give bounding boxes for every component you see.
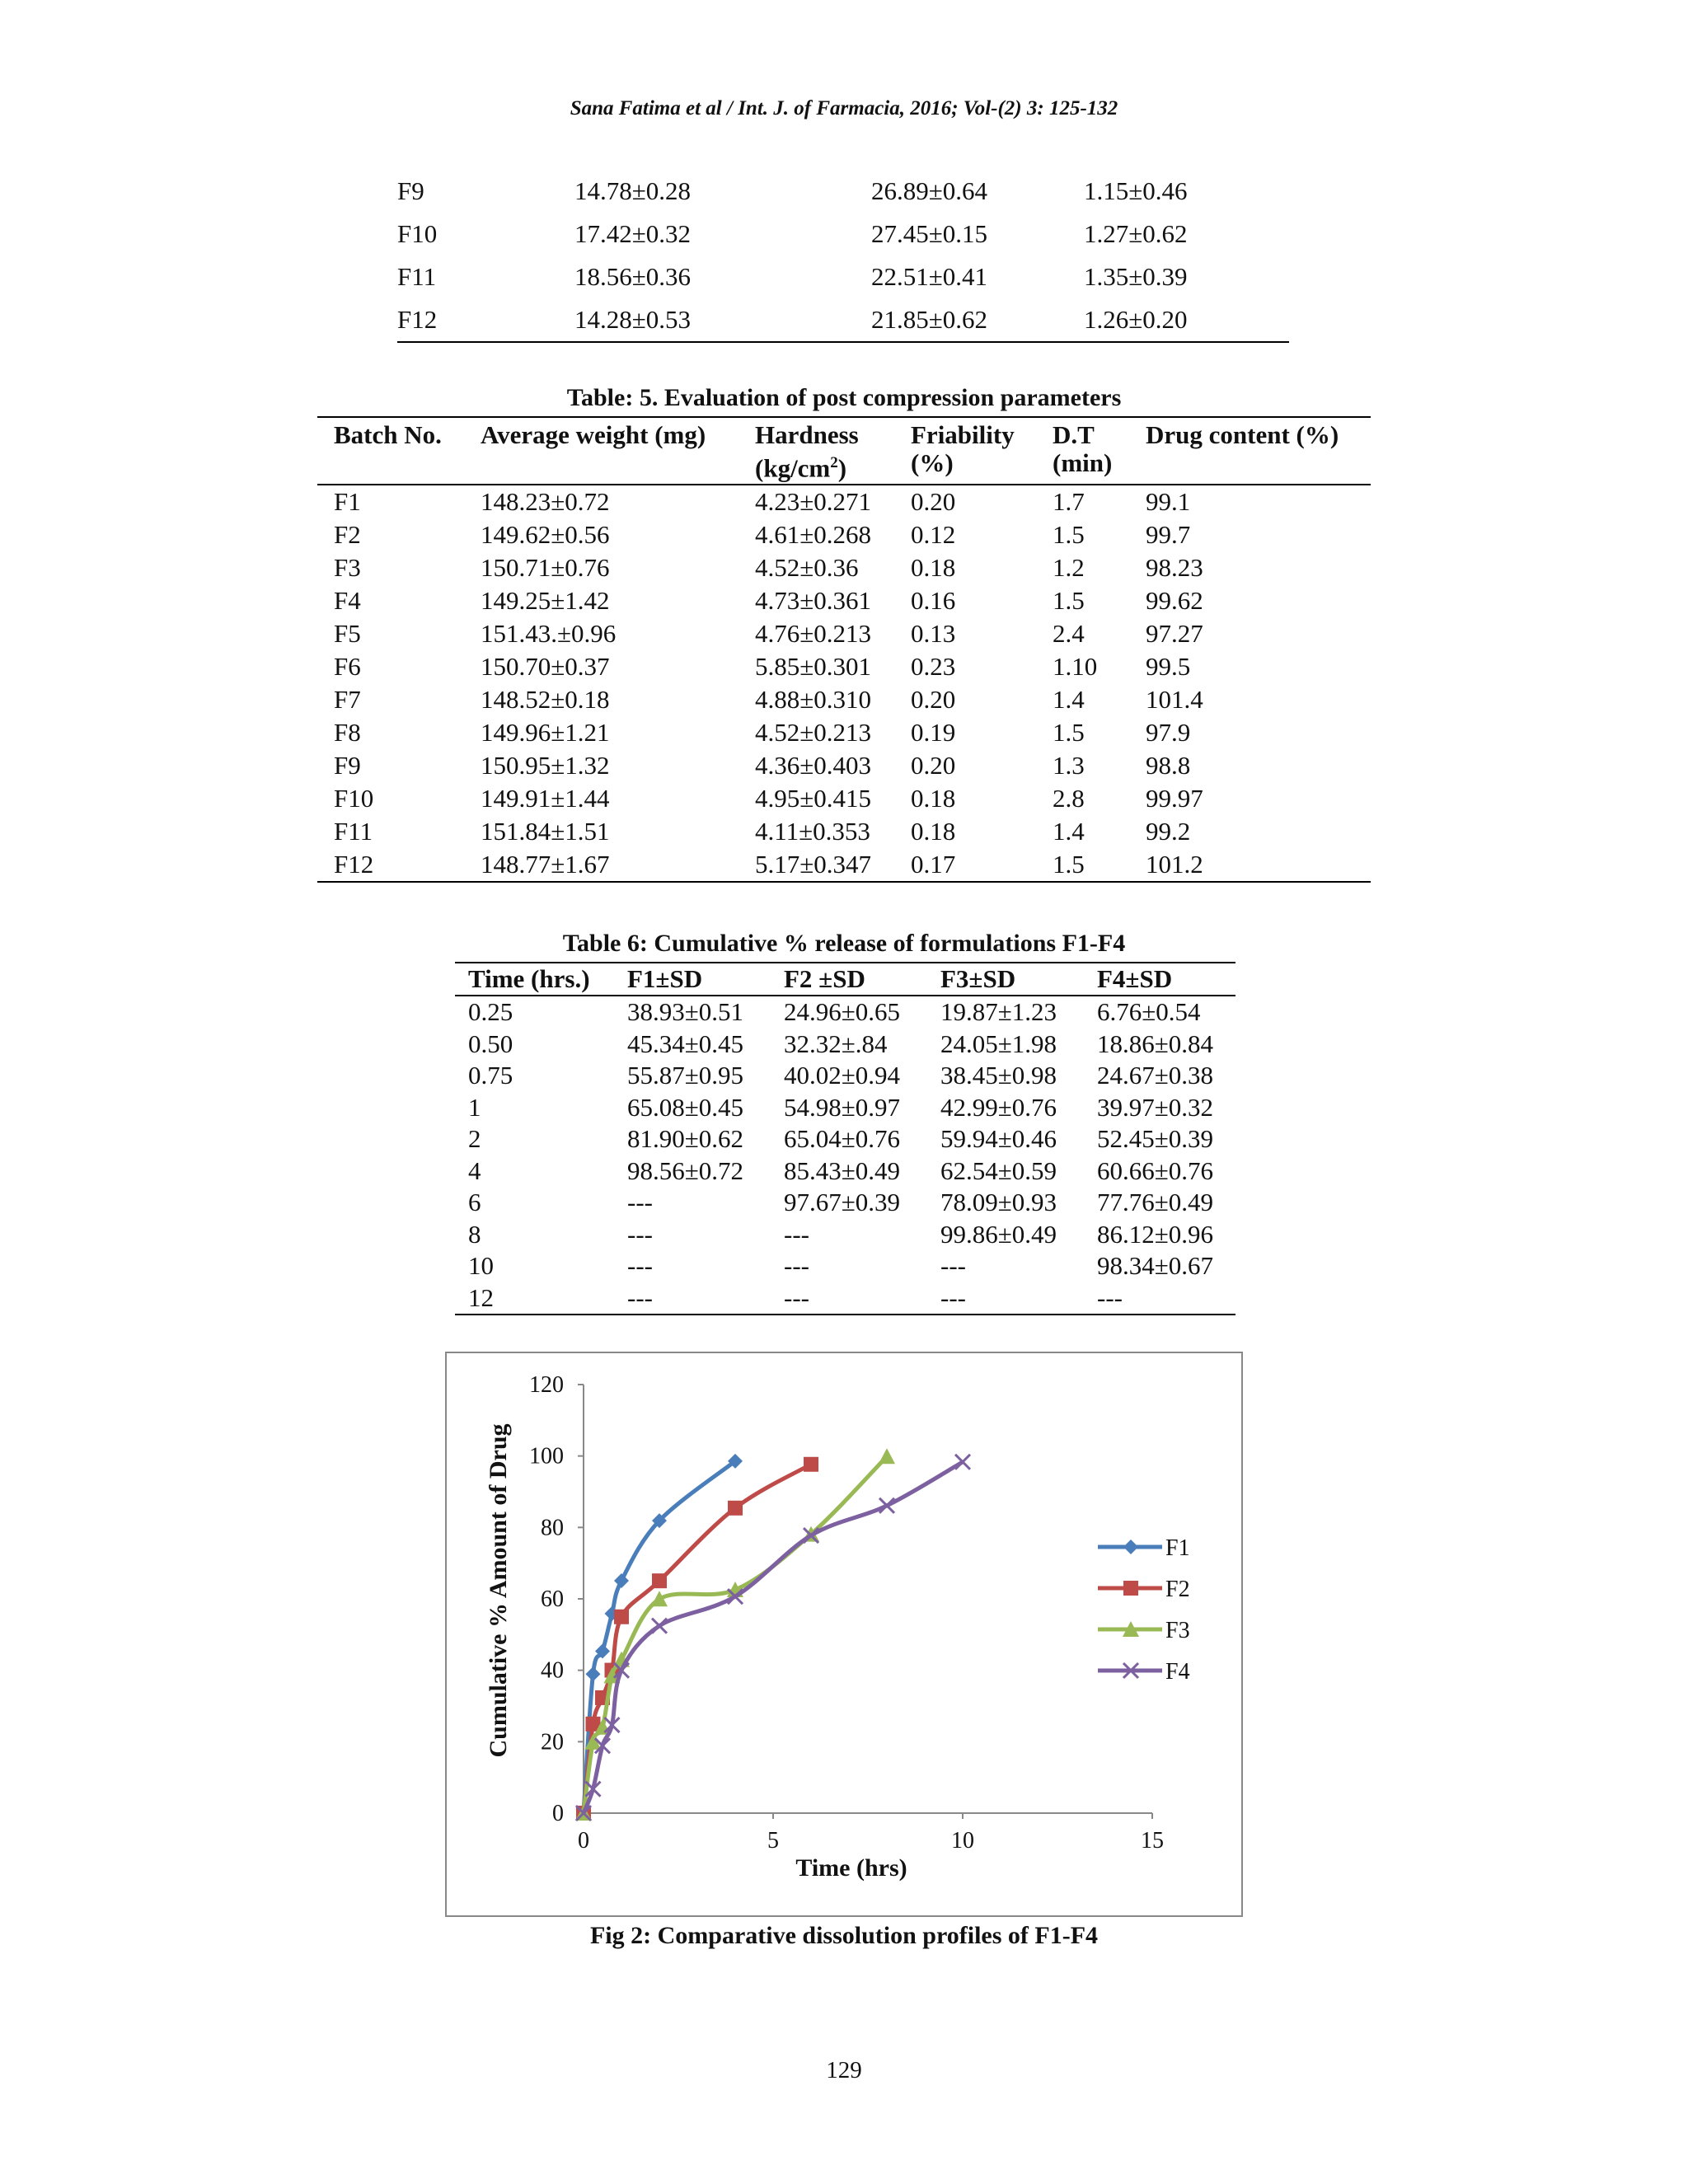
table-cell: F9 <box>397 176 424 205</box>
header-hardness-line1: Hardness <box>755 420 859 449</box>
table-cell: F3 <box>334 553 361 583</box>
table-cell: 99.2 <box>1146 817 1191 846</box>
table-cell: F8 <box>334 718 361 748</box>
table-cell: 81.90±0.62 <box>627 1124 744 1153</box>
table-row <box>317 815 1371 848</box>
table-cell: 98.34±0.67 <box>1097 1251 1214 1280</box>
legend-label: F4 <box>1165 1659 1190 1685</box>
table-cell: 12 <box>468 1282 494 1312</box>
table-row <box>455 1187 1236 1219</box>
table-cell: 2.4 <box>1053 619 1085 649</box>
table-cell: 97.27 <box>1146 619 1203 649</box>
table-cell: --- <box>940 1251 966 1280</box>
table-cell: 1.5 <box>1053 520 1085 550</box>
header-hardness-unit-post: ) <box>837 453 847 483</box>
table-cell: --- <box>627 1188 653 1216</box>
table-cell: 10 <box>468 1251 494 1280</box>
table-cell: 150.70±0.37 <box>481 652 610 682</box>
page-number: 129 <box>826 2057 862 2083</box>
table-cell: 0.13 <box>911 619 956 649</box>
table-cell: 0.18 <box>911 553 956 583</box>
table-cell: 77.76±0.49 <box>1097 1188 1214 1216</box>
table-cell: 149.25±1.42 <box>481 586 610 616</box>
table-cell: 151.43.±0.96 <box>481 619 617 649</box>
table-cell: F10 <box>397 219 438 248</box>
table6-caption: Table 6: Cumulative % release of formulations F1-F4 <box>562 930 1126 957</box>
table-cell: 1.2 <box>1053 553 1085 583</box>
table-cell: 148.77±1.67 <box>481 850 610 879</box>
header-hardness <box>755 417 911 485</box>
table-row <box>317 683 1371 716</box>
table-row <box>455 1029 1236 1061</box>
table-cell: 0.16 <box>911 586 956 616</box>
table-cell: 0.19 <box>911 718 956 748</box>
y-tick-label: 80 <box>541 1515 564 1541</box>
x-tick-label: 5 <box>767 1828 779 1854</box>
x-tick-label: 10 <box>951 1828 974 1854</box>
table-cell: F5 <box>334 619 361 649</box>
table-cell: 97.9 <box>1146 718 1191 748</box>
series-f4 <box>576 1455 970 1821</box>
series-line <box>584 1462 963 1813</box>
table-cell: 0.20 <box>911 685 956 715</box>
table-cell: F4 <box>334 586 361 616</box>
table-cell: 148.52±0.18 <box>481 685 610 715</box>
table-cell: 6 <box>468 1188 481 1216</box>
header-dt-line2: (min) <box>1053 448 1113 477</box>
table-cell: 6.76±0.54 <box>1097 997 1201 1026</box>
dissolution-chart <box>447 1353 1241 1915</box>
table-cell: 78.09±0.93 <box>940 1188 1057 1216</box>
table-cell: 38.45±0.98 <box>940 1061 1057 1090</box>
series-f1 <box>576 1454 743 1821</box>
table-cell: 0.18 <box>911 784 956 813</box>
data-point-diamond <box>586 1666 601 1681</box>
table-row <box>317 617 1371 650</box>
table-cell: F9 <box>334 751 361 780</box>
table-cell: 4.23±0.271 <box>755 487 872 517</box>
table-cell: 1.4 <box>1053 685 1085 715</box>
header-f1: F1±SD <box>614 963 771 996</box>
table-row <box>455 1219 1236 1251</box>
table4-continued <box>397 170 1289 343</box>
series-line <box>584 1465 811 1813</box>
y-tick-label: 120 <box>529 1372 564 1398</box>
table-cell: F11 <box>397 262 437 291</box>
table-cell: 0.20 <box>911 487 956 517</box>
table-cell: 98.8 <box>1146 751 1191 780</box>
table-cell: 24.67±0.38 <box>1097 1061 1214 1090</box>
table-cell: 149.91±1.44 <box>481 784 610 813</box>
legend-entry-f1 <box>1098 1535 1190 1561</box>
table-row <box>397 298 1289 342</box>
table-cell: 149.96±1.21 <box>481 718 610 748</box>
table-row <box>317 782 1371 815</box>
x-tick-label: 15 <box>1141 1828 1164 1854</box>
table-row <box>455 1123 1236 1155</box>
table-row <box>317 650 1371 683</box>
running-header: Sana Fatima et al / Int. J. of Farmacia, 2016; Vol-(2) 3: 125-132 <box>570 97 1118 120</box>
table-row <box>397 213 1289 255</box>
table-cell: 38.93±0.51 <box>627 997 744 1026</box>
data-point-square <box>1123 1581 1138 1596</box>
series-f2 <box>576 1457 818 1821</box>
table-cell: 1.35±0.39 <box>1084 262 1188 291</box>
table-cell: 150.95±1.32 <box>481 751 610 780</box>
table-cell: 65.04±0.76 <box>784 1124 901 1153</box>
y-tick-label: 100 <box>529 1443 564 1469</box>
table-cell: --- <box>784 1251 809 1280</box>
header-dt-line1: D.T <box>1053 420 1095 449</box>
table-cell: 19.87±1.23 <box>940 997 1057 1026</box>
table-cell: 54.98±0.97 <box>784 1092 901 1122</box>
table-row <box>455 1092 1236 1124</box>
table-cell: 40.02±0.94 <box>784 1061 901 1090</box>
table-cell: 4.61±0.268 <box>755 520 872 550</box>
table-cell: 1.26±0.20 <box>1084 305 1188 334</box>
table-cell: 24.05±1.98 <box>940 1029 1057 1058</box>
table-cell: 98.23 <box>1146 553 1203 583</box>
header-hardness-sup: 2 <box>830 454 838 471</box>
table-row <box>317 749 1371 782</box>
table-cell: 4.95±0.415 <box>755 784 872 813</box>
table-cell: --- <box>627 1282 653 1312</box>
header-f2: F2 ±SD <box>771 963 927 996</box>
table-cell: 0.25 <box>468 997 513 1026</box>
y-tick-label: 40 <box>541 1657 564 1684</box>
legend-label: F1 <box>1165 1535 1190 1561</box>
table-cell: F11 <box>334 817 373 846</box>
table-cell: F7 <box>334 685 361 715</box>
table-cell: --- <box>784 1219 809 1249</box>
y-tick-label: 20 <box>541 1729 564 1755</box>
table-cell: 39.97±0.32 <box>1097 1092 1214 1122</box>
table-cell: F10 <box>334 784 374 813</box>
table-cell: F2 <box>334 520 361 550</box>
table-cell: 24.96±0.65 <box>784 997 901 1026</box>
table-cell: 0.18 <box>911 817 956 846</box>
data-point-square <box>804 1457 818 1472</box>
table-row <box>317 551 1371 584</box>
table-cell: 99.5 <box>1146 652 1191 682</box>
table-cell: 0.75 <box>468 1061 513 1090</box>
table-cell: 26.89±0.64 <box>871 176 988 205</box>
table-cell: 0.23 <box>911 652 956 682</box>
table-cell: 148.23±0.72 <box>481 487 610 517</box>
table-cell: 4.73±0.361 <box>755 586 872 616</box>
table-cell: 18.56±0.36 <box>574 262 692 291</box>
table-cell: 1.5 <box>1053 586 1085 616</box>
y-tick-label: 60 <box>541 1586 564 1612</box>
header-f3: F3±SD <box>927 963 1084 996</box>
table-cell: 99.62 <box>1146 586 1203 616</box>
table-cell: 18.86±0.84 <box>1097 1029 1214 1058</box>
table-cell: --- <box>940 1282 966 1312</box>
table-cell: 5.17±0.347 <box>755 850 872 879</box>
table-cell: 27.45±0.15 <box>871 219 988 248</box>
table-cell: 99.86±0.49 <box>940 1219 1057 1249</box>
data-point-triangle <box>879 1448 895 1464</box>
table-cell: 101.4 <box>1146 685 1203 715</box>
table-cell: 45.34±0.45 <box>627 1029 744 1058</box>
table-row <box>455 996 1236 1029</box>
x-axis-label: Time (hrs) <box>795 1854 907 1882</box>
table-row <box>397 170 1289 213</box>
table-cell: 0.20 <box>911 751 956 780</box>
table-row <box>317 716 1371 749</box>
legend-label: F3 <box>1165 1618 1190 1643</box>
y-tick-label: 0 <box>552 1801 564 1826</box>
table-row <box>317 518 1371 551</box>
data-point-square <box>728 1501 743 1516</box>
data-point-x <box>955 1455 970 1469</box>
table-row <box>455 1250 1236 1282</box>
table-cell: 4 <box>468 1155 481 1185</box>
data-point-diamond <box>614 1573 629 1588</box>
table-cell: --- <box>627 1251 653 1280</box>
table-cell: 97.67±0.39 <box>784 1188 901 1216</box>
table-row <box>455 1155 1236 1188</box>
table-cell: 1.15±0.46 <box>1084 176 1188 205</box>
table-cell: 85.43±0.49 <box>784 1155 901 1185</box>
table-cell: 2 <box>468 1124 481 1153</box>
data-point-x <box>652 1619 667 1633</box>
figure-frame <box>445 1352 1243 1917</box>
header-f4: F4±SD <box>1084 963 1236 996</box>
table-cell: 17.42±0.32 <box>574 219 692 248</box>
table-cell: 99.7 <box>1146 520 1191 550</box>
table-row <box>455 1060 1236 1092</box>
table-header-row <box>317 417 1371 485</box>
table-cell: 65.08±0.45 <box>627 1092 744 1122</box>
table-cell: 1.10 <box>1053 652 1098 682</box>
table-cell: 52.45±0.39 <box>1097 1124 1214 1153</box>
legend-entry-f2 <box>1098 1577 1190 1602</box>
header-hardness-unit-pre: (kg/cm <box>755 453 831 483</box>
table-row <box>317 848 1371 882</box>
table-cell: 60.66±0.76 <box>1097 1155 1214 1185</box>
table-cell: 151.84±1.51 <box>481 817 610 846</box>
table-cell: 86.12±0.96 <box>1097 1219 1214 1249</box>
data-point-triangle <box>651 1591 668 1606</box>
figure-caption: Fig 2: Comparative dissolution profiles of F1-F4 <box>589 1922 1099 1949</box>
table-cell: 150.71±0.76 <box>481 553 610 583</box>
table6 <box>455 962 1236 1315</box>
y-axis-label: Cumulative % Amount of Drug <box>485 1423 512 1758</box>
table-cell: F12 <box>397 305 438 334</box>
table-cell: 99.1 <box>1146 487 1191 517</box>
table-row <box>317 584 1371 617</box>
header-drug-content: Drug content (%) <box>1146 417 1371 485</box>
table-cell: 4.11±0.353 <box>755 817 870 846</box>
table-cell: 0.17 <box>911 850 956 879</box>
table-row <box>317 485 1371 518</box>
table-cell: 2.8 <box>1053 784 1085 813</box>
table-cell: 14.28±0.53 <box>574 305 692 334</box>
header-batch: Batch No. <box>317 417 481 485</box>
header-weight: Average weight (mg) <box>481 417 755 485</box>
table-header-row <box>455 963 1236 996</box>
table-cell: 4.52±0.36 <box>755 553 859 583</box>
table-cell: 149.62±0.56 <box>481 520 610 550</box>
table-cell: 22.51±0.41 <box>871 262 988 291</box>
table-cell: 59.94±0.46 <box>940 1124 1057 1153</box>
table-row <box>455 1282 1236 1315</box>
table-cell: F6 <box>334 652 361 682</box>
table-cell: 62.54±0.59 <box>940 1155 1057 1185</box>
legend-entry-f3 <box>1098 1618 1190 1643</box>
table5-caption: Table: 5. Evaluation of post compression parameters <box>566 384 1122 411</box>
table-cell: 55.87±0.95 <box>627 1061 744 1090</box>
table-cell: 32.32±.84 <box>784 1029 888 1058</box>
table-cell: 14.78±0.28 <box>574 176 692 205</box>
table6-body <box>455 996 1236 1315</box>
table-cell: 1 <box>468 1092 481 1122</box>
table-cell: 4.88±0.310 <box>755 685 872 715</box>
x-tick-label: 0 <box>578 1828 589 1854</box>
table-cell: 42.99±0.76 <box>940 1092 1057 1122</box>
table-cell: 98.56±0.72 <box>627 1155 744 1185</box>
table-cell: 101.2 <box>1146 850 1203 879</box>
table5-body <box>317 485 1371 882</box>
table-cell: --- <box>1097 1282 1123 1312</box>
header-friability-line2: (%) <box>911 448 954 477</box>
table-cell: 4.36±0.403 <box>755 751 872 780</box>
table-cell: F12 <box>334 850 374 879</box>
table-cell: 1.5 <box>1053 718 1085 748</box>
data-point-x <box>879 1498 894 1513</box>
table-cell: 1.27±0.62 <box>1084 219 1188 248</box>
table5 <box>317 416 1371 883</box>
table-cell: 0.12 <box>911 520 956 550</box>
data-point-square <box>652 1573 667 1588</box>
header-friability <box>911 417 1053 485</box>
data-point-square <box>614 1610 629 1624</box>
legend-entry-f4 <box>1098 1659 1190 1685</box>
header-dt <box>1053 417 1146 485</box>
table-cell: 8 <box>468 1219 481 1249</box>
table-cell: 1.4 <box>1053 817 1085 846</box>
table-cell: 99.97 <box>1146 784 1203 813</box>
data-point-diamond <box>1123 1540 1138 1554</box>
table-cell: 1.7 <box>1053 487 1085 517</box>
table-cell: 4.76±0.213 <box>755 619 872 649</box>
table-cell: 1.3 <box>1053 751 1085 780</box>
header-friability-line1: Friability <box>911 420 1015 449</box>
table-row <box>397 255 1289 298</box>
table-cell: 0.50 <box>468 1029 513 1058</box>
header-time: Time (hrs.) <box>455 963 614 996</box>
table-cell: 1.5 <box>1053 850 1085 879</box>
table-cell: --- <box>784 1282 809 1312</box>
table-cell: --- <box>627 1219 653 1249</box>
table-cell: 4.52±0.213 <box>755 718 872 748</box>
table-cell: F1 <box>334 487 361 517</box>
legend-label: F2 <box>1165 1577 1190 1602</box>
table-cell: 21.85±0.62 <box>871 305 988 334</box>
table-cell: 5.85±0.301 <box>755 652 872 682</box>
